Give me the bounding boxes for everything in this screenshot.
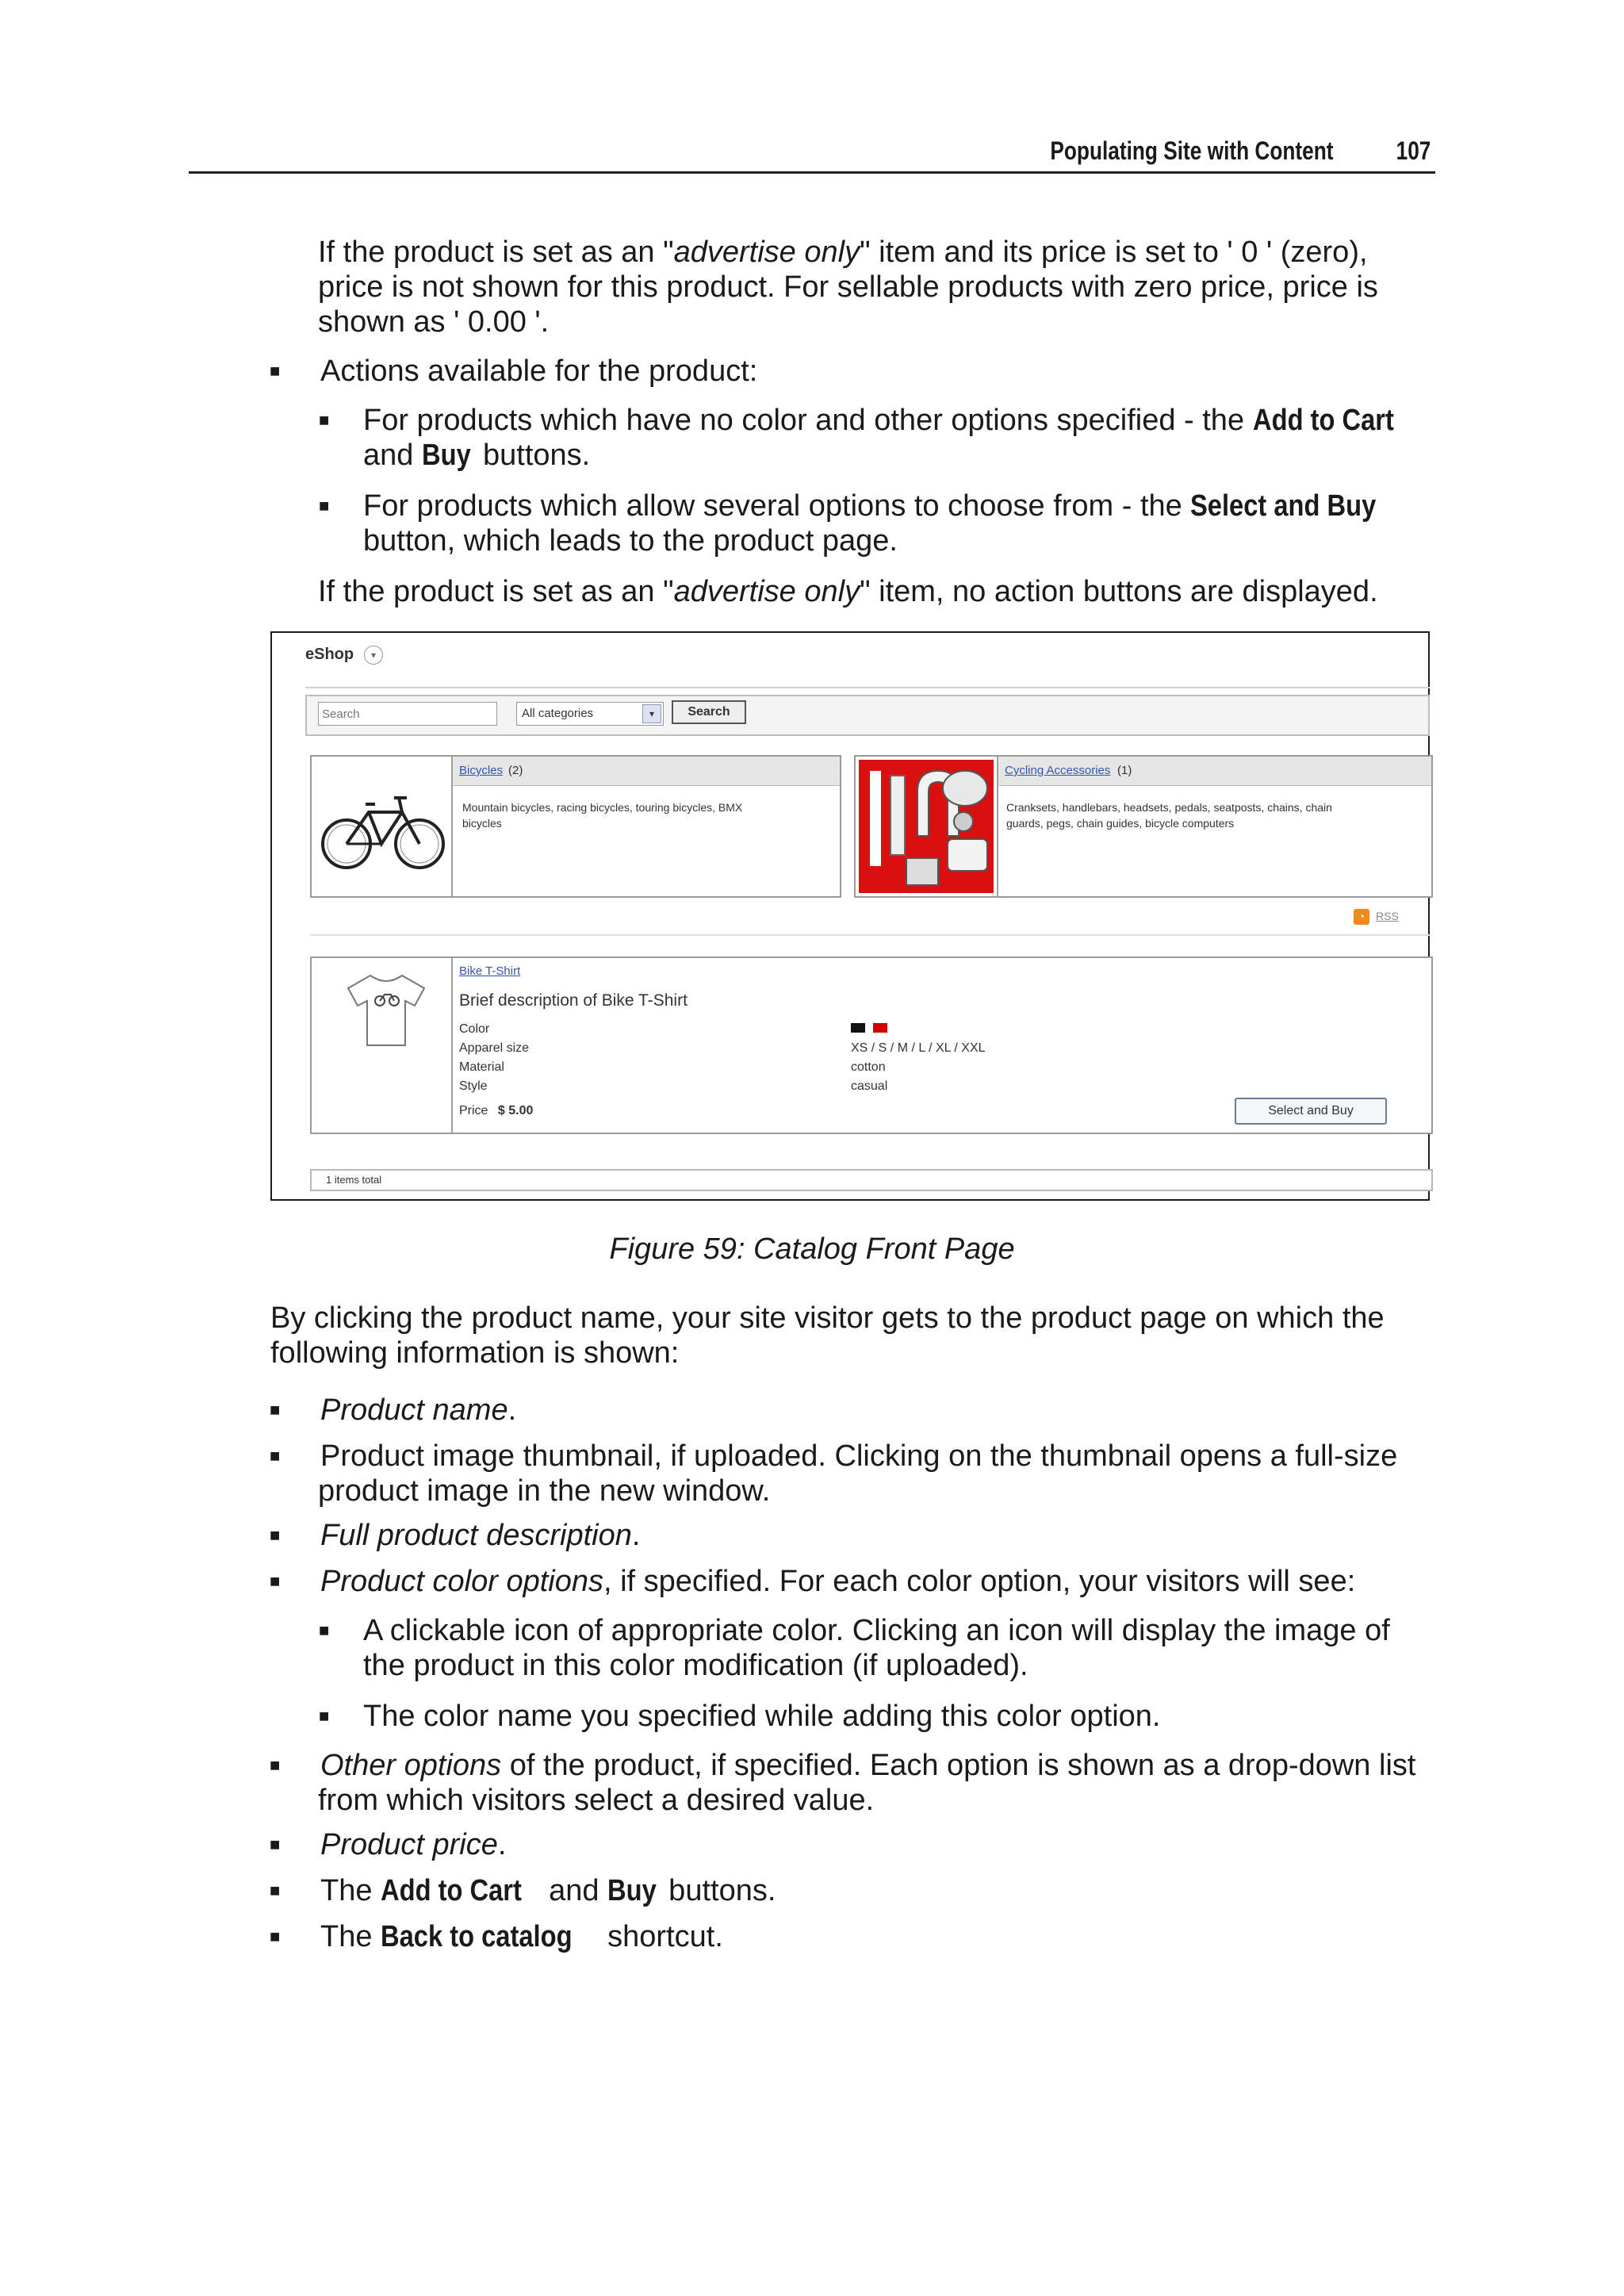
sub-bullet-2-line2: button, which leads to the product page. (363, 524, 898, 558)
price-value: $ 5.00 (497, 1104, 534, 1117)
sub-bullet-1-line2: and Buy buttons. (363, 439, 591, 472)
bullet-icon: ■ (270, 1525, 281, 1545)
search-input[interactable] (318, 702, 497, 726)
card-divider (451, 958, 453, 1133)
option-label: Color (459, 1022, 490, 1036)
bullet-icon: ■ (319, 410, 330, 430)
bullet-icon: ■ (270, 361, 281, 381)
category-count: (1) (1117, 764, 1132, 777)
bullet-icon: ■ (270, 1400, 281, 1420)
page-number: 107 (1396, 136, 1431, 165)
bicycle-image (320, 780, 446, 876)
category-link-accessories[interactable]: Cycling Accessories (1005, 764, 1111, 777)
accessories-image (859, 760, 994, 893)
page-header (189, 133, 1435, 174)
bullet-icon: ■ (319, 1620, 330, 1640)
bullet-icon: ■ (270, 1834, 281, 1854)
material-value: cotton (851, 1060, 886, 1074)
option-label: Material (459, 1060, 504, 1074)
intro-paragraph-line3: shown as ' 0.00 '. (318, 305, 550, 339)
bullet-icon: ■ (319, 496, 330, 516)
category-link-bicycles[interactable]: Bicycles (459, 764, 504, 777)
category-header (453, 757, 840, 786)
actions-heading: Actions available for the product: (320, 355, 758, 388)
product-price (459, 1104, 533, 1118)
product-card (310, 956, 1433, 1134)
color-swatch-black[interactable] (851, 1023, 865, 1033)
sub-bullet-2-line1: For products which allow several options to choose from - the Select and Buy (363, 489, 1377, 523)
category-select-value: All categories (522, 707, 594, 720)
body-paragraph-line2: following information is shown: (270, 1336, 680, 1370)
category-card-bicycles (310, 755, 841, 898)
category-description: Cranksets, handlebars, headsets, pedals, seatposts, chains, chain guards, pegs, chain guides, bicycle computers (1006, 801, 1332, 830)
price-label: Price (459, 1104, 488, 1117)
section-divider (310, 934, 1430, 936)
size-value: XS / S / M / L / XL / XXL (851, 1041, 986, 1055)
title-divider (305, 687, 1430, 688)
bullet-icon: ■ (270, 1571, 281, 1591)
category-description: Mountain bicycles, racing bicycles, touring bicycles, BMX bicycles (462, 801, 743, 830)
bullet-icon: ■ (319, 1706, 330, 1726)
option-label: Style (459, 1079, 488, 1093)
bullet-back-to-catalog: The Back to catalog shortcut. (320, 1920, 723, 1953)
category-count: (2) (508, 764, 523, 777)
category-card-accessories (854, 755, 1433, 898)
select-and-buy-button[interactable]: Select and Buy (1235, 1098, 1387, 1125)
bullet-price: Product price. (320, 1828, 507, 1861)
sub-bullet-clickable-icon-line2: the product in this color modification (if uploaded). (363, 1649, 1028, 1682)
bullet-thumbnail-line1: Product image thumbnail, if uploaded. Clicking on the thumbnail opens a full-size (320, 1439, 1398, 1473)
body-paragraph-line1: By clicking the product name, your site visitor gets to the product page on which the (270, 1301, 1385, 1335)
intro-paragraph-line2: price is not shown for this product. For sellable products with zero price, price is (318, 270, 1378, 304)
style-value: casual (851, 1079, 888, 1093)
advertise-note: If the product is set as an "advertise only" item, no action buttons are displayed. (318, 575, 1378, 608)
category-header (998, 757, 1431, 786)
product-name-link[interactable]: Bike T-Shirt (459, 964, 521, 978)
product-option-values (851, 1039, 986, 1096)
rss-icon: ◔ (1354, 909, 1369, 925)
bullet-product-name: Product name. (320, 1393, 517, 1427)
product-brief: Brief description of Bike T-Shirt (459, 991, 688, 1010)
search-button[interactable]: Search (672, 700, 746, 724)
chevron-down-icon[interactable]: ▾ (364, 646, 383, 665)
bullet-thumbnail-line2: product image in the new window. (318, 1474, 771, 1508)
items-total: 1 items total (326, 1174, 382, 1186)
intro-paragraph-line1: If the product is set as an "advertise only" item and its price is set to ' 0 ' (zero), (318, 236, 1368, 269)
color-swatch-red[interactable] (873, 1023, 887, 1033)
bullet-description: Full product description. (320, 1519, 641, 1552)
bullet-buttons: The Add to Cart and Buy buttons. (320, 1874, 776, 1907)
tshirt-image (345, 972, 427, 1048)
items-total-bar (310, 1169, 1433, 1191)
bullet-other-options-line2: from which visitors select a desired value. (318, 1784, 875, 1817)
search-bar (305, 695, 1430, 736)
catalog-screenshot (270, 631, 1430, 1201)
option-label: Apparel size (459, 1041, 530, 1055)
bullet-icon: ■ (270, 1446, 281, 1466)
chevron-down-icon: ▾ (642, 704, 661, 723)
sub-bullet-clickable-icon-line1: A clickable icon of appropriate color. Clicking an icon will display the image of (363, 1614, 1390, 1647)
sub-bullet-1-line1: For products which have no color and other options specified - the Add to Cart (363, 404, 1394, 437)
category-select[interactable] (516, 702, 664, 726)
rss-link[interactable] (1354, 907, 1430, 926)
bullet-color-options: Product color options, if specified. For each color option, your visitors will see: (320, 1565, 1356, 1598)
shop-title: eShop (305, 646, 354, 663)
bullet-icon: ■ (270, 1880, 281, 1900)
rss-label: RSS (1376, 910, 1399, 922)
product-option-labels (459, 1020, 529, 1096)
sub-bullet-color-name: The color name you specified while adding this color option. (363, 1700, 1161, 1733)
bullet-icon: ■ (270, 1926, 281, 1946)
bullet-icon: ■ (270, 1755, 281, 1775)
bullet-other-options-line1: Other options of the product, if specified. Each option is shown as a drop-down list (320, 1749, 1416, 1782)
section-title: Populating Site with Content (1050, 136, 1334, 165)
figure-caption: Figure 59: Catalog Front Page (609, 1232, 1015, 1266)
